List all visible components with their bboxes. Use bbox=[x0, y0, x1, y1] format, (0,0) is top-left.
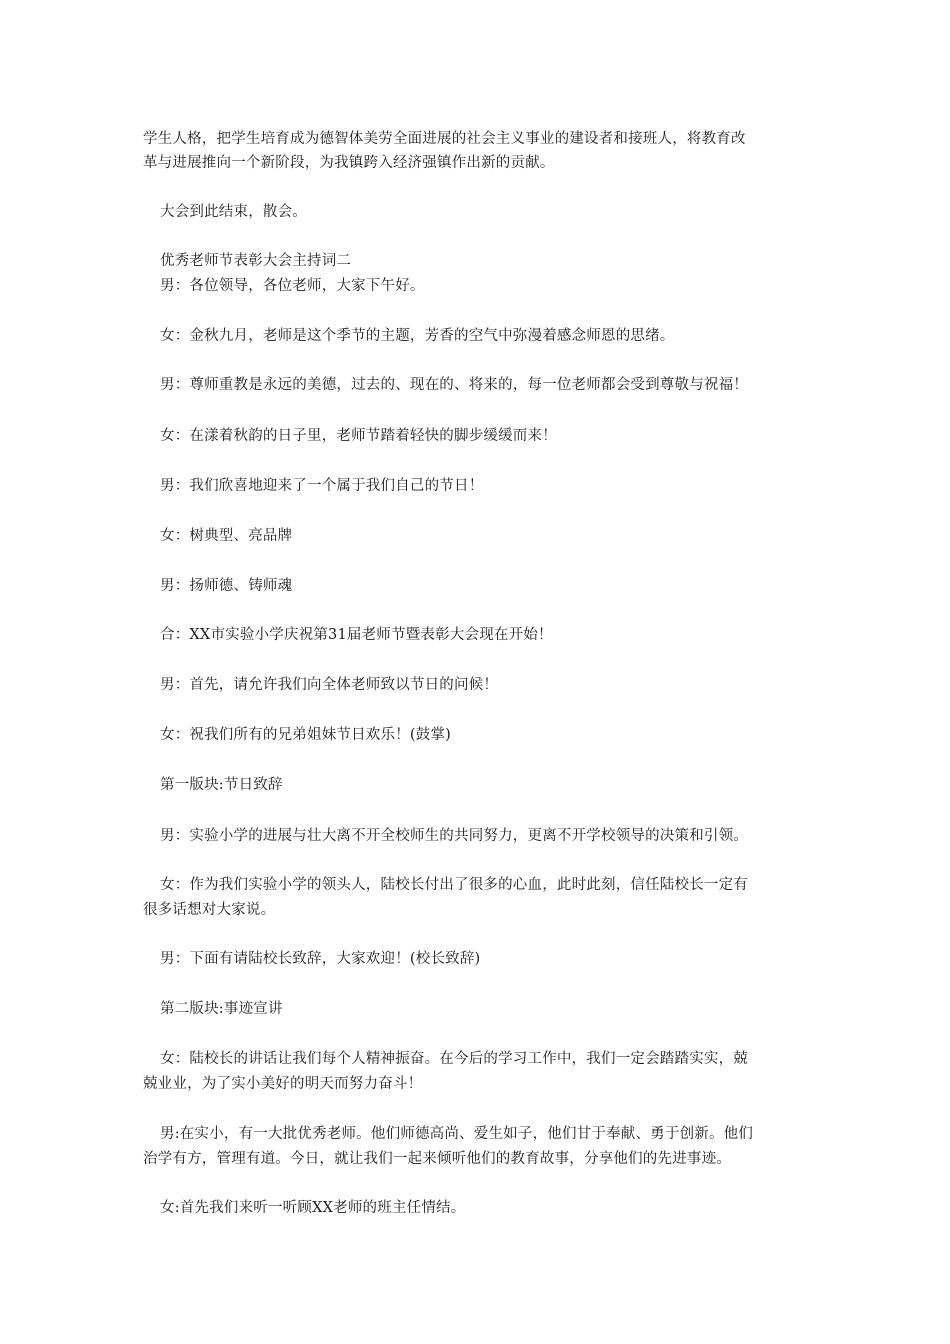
dialogue-line: 男：我们欣喜地迎来了一个属于我们自己的节日！ bbox=[160, 478, 484, 494]
dialogue-line: 男:在实小，有一大批优秀老师。他们师德高尚、爱生如子，他们甘于奉献、勇于创新。他们 bbox=[160, 1126, 754, 1142]
dialogue-line: 男：首先，请允许我们向全体老师致以节日的问候！ bbox=[160, 677, 499, 693]
dialogue-line: 男：各位领导，各位老师，大家下午好。 bbox=[160, 278, 425, 294]
dialogue-line-continued: 很多话想对大家说。 bbox=[143, 902, 276, 918]
dialogue-line: 女：金秋九月，老师是这个季节的主题，芳香的空气中弥漫着感念师恩的思绪。 bbox=[160, 328, 675, 344]
dialogue-line: 男：扬师德、铸师魂 bbox=[160, 578, 293, 594]
dialogue-line-continued: 治学有方，管理有道。今日，就让我们一起来倾听他们的教育故事，分享他们的先进事迹。 bbox=[143, 1151, 731, 1167]
paragraph-line: 学生人格，把学生培育成为德智体美劳全面进展的社会主义事业的建设者和接班人，将教育改 bbox=[143, 131, 746, 147]
section-heading: 第二版块:事迹宣讲 bbox=[160, 1001, 283, 1017]
paragraph-line: 革与进展推向一个新阶段，为我镇跨入经济强镇作出新的贡献。 bbox=[143, 155, 555, 171]
dialogue-line: 男：实验小学的进展与壮大离不开全校师生的共同努力，更离不开学校领导的决策和引领。 bbox=[160, 828, 748, 844]
section-title: 优秀老师节表彰大会主持词二 bbox=[160, 253, 352, 269]
section-heading: 第一版块:节日致辞 bbox=[160, 777, 283, 793]
dialogue-line: 男：尊师重教是永远的美德，过去的、现在的、将来的，每一位老师都会受到尊敬与祝福！ bbox=[160, 377, 748, 393]
dialogue-line: 男：下面有请陆校长致辞，大家欢迎！(校长致辞) bbox=[160, 951, 481, 967]
dialogue-line: 女:首先我们来听一听顾XX老师的班主任情结。 bbox=[160, 1200, 466, 1216]
dialogue-line-continued: 兢业业，为了实小美好的明天而努力奋斗！ bbox=[143, 1076, 423, 1092]
paragraph-line: 大会到此结束，散会。 bbox=[160, 204, 307, 220]
dialogue-line: 女：在漾着秋韵的日子里，老师节踏着轻快的脚步缓缓而来！ bbox=[160, 428, 557, 444]
dialogue-line: 女：陆校长的讲话让我们每个人精神振奋。在今后的学习工作中，我们一定会踏踏实实，兢 bbox=[160, 1051, 748, 1067]
dialogue-line: 合：XX市实验小学庆祝第31届老师节暨表彰大会现在开始！ bbox=[160, 627, 553, 643]
dialogue-line: 女：作为我们实验小学的领头人，陆校长付出了很多的心血，此时此刻，信任陆校长一定有 bbox=[160, 877, 748, 893]
dialogue-line: 女：树典型、亮品牌 bbox=[160, 528, 293, 544]
dialogue-line: 女：祝我们所有的兄弟姐妹节日欢乐！(鼓掌) bbox=[160, 727, 452, 743]
